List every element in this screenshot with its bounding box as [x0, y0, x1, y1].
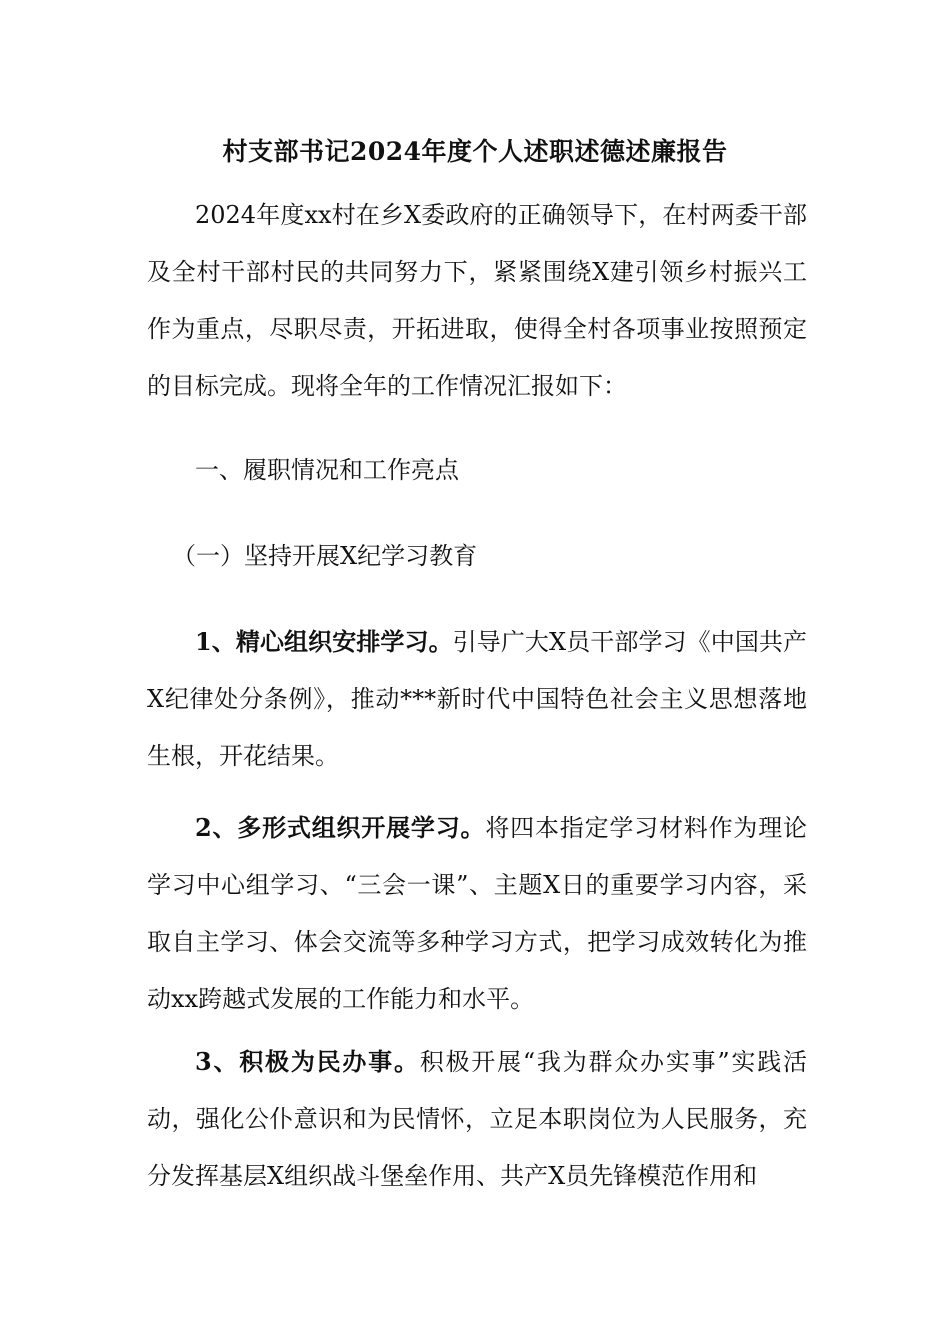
item-lead-3: 3、积极为民办事。 — [195, 1047, 420, 1076]
item-paragraph-1 — [147, 613, 807, 785]
subsection-heading: （一）坚持开展X纪学习教育 — [172, 542, 478, 570]
item-text-3: 积极开展“我为群众办实事”实践活动，强化公仆意识和为民情怀，立足本职岗位为人民服务，充分发挥基层X组织战斗堡垒作用、共产X员先锋模范作用和 — [147, 1048, 807, 1190]
item-paragraph-2 — [147, 799, 807, 1028]
item-text-2: 将四本指定学习材料作为理论学习中心组学习、“三会一课”、主题X日的重要学习内容，采取自主学习、体会交流等多种学习方式，把学习成效转化为推动xx跨越式发展的工作能力和水平。 — [147, 814, 808, 1013]
document-title: 村支部书记2024年度个人述职述德述廉报告 — [222, 137, 728, 166]
item-lead-2: 2、多形式组织开展学习。 — [195, 813, 486, 842]
item-text-1: 引导广大X员干部学习《中国共产X纪律处分条例》，推动***新时代中国特色社会主义思想落地生根，开花结果。 — [147, 628, 807, 770]
section-heading: 一、履职情况和工作亮点 — [195, 456, 459, 484]
item-paragraph-3 — [147, 1033, 807, 1205]
intro-paragraph: 2024年度xx村在乡X委政府的正确领导下，在村两委干部及全村干部村民的共同努力下，紧紧围绕X建引领乡村振兴工作为重点，尽职尽责，开拓进取，使得全村各项事业按照预定的目标完成。现将全年的工作情况汇报如下： — [147, 201, 807, 400]
item-lead-1: 1、精心组织安排学习。 — [195, 627, 453, 656]
